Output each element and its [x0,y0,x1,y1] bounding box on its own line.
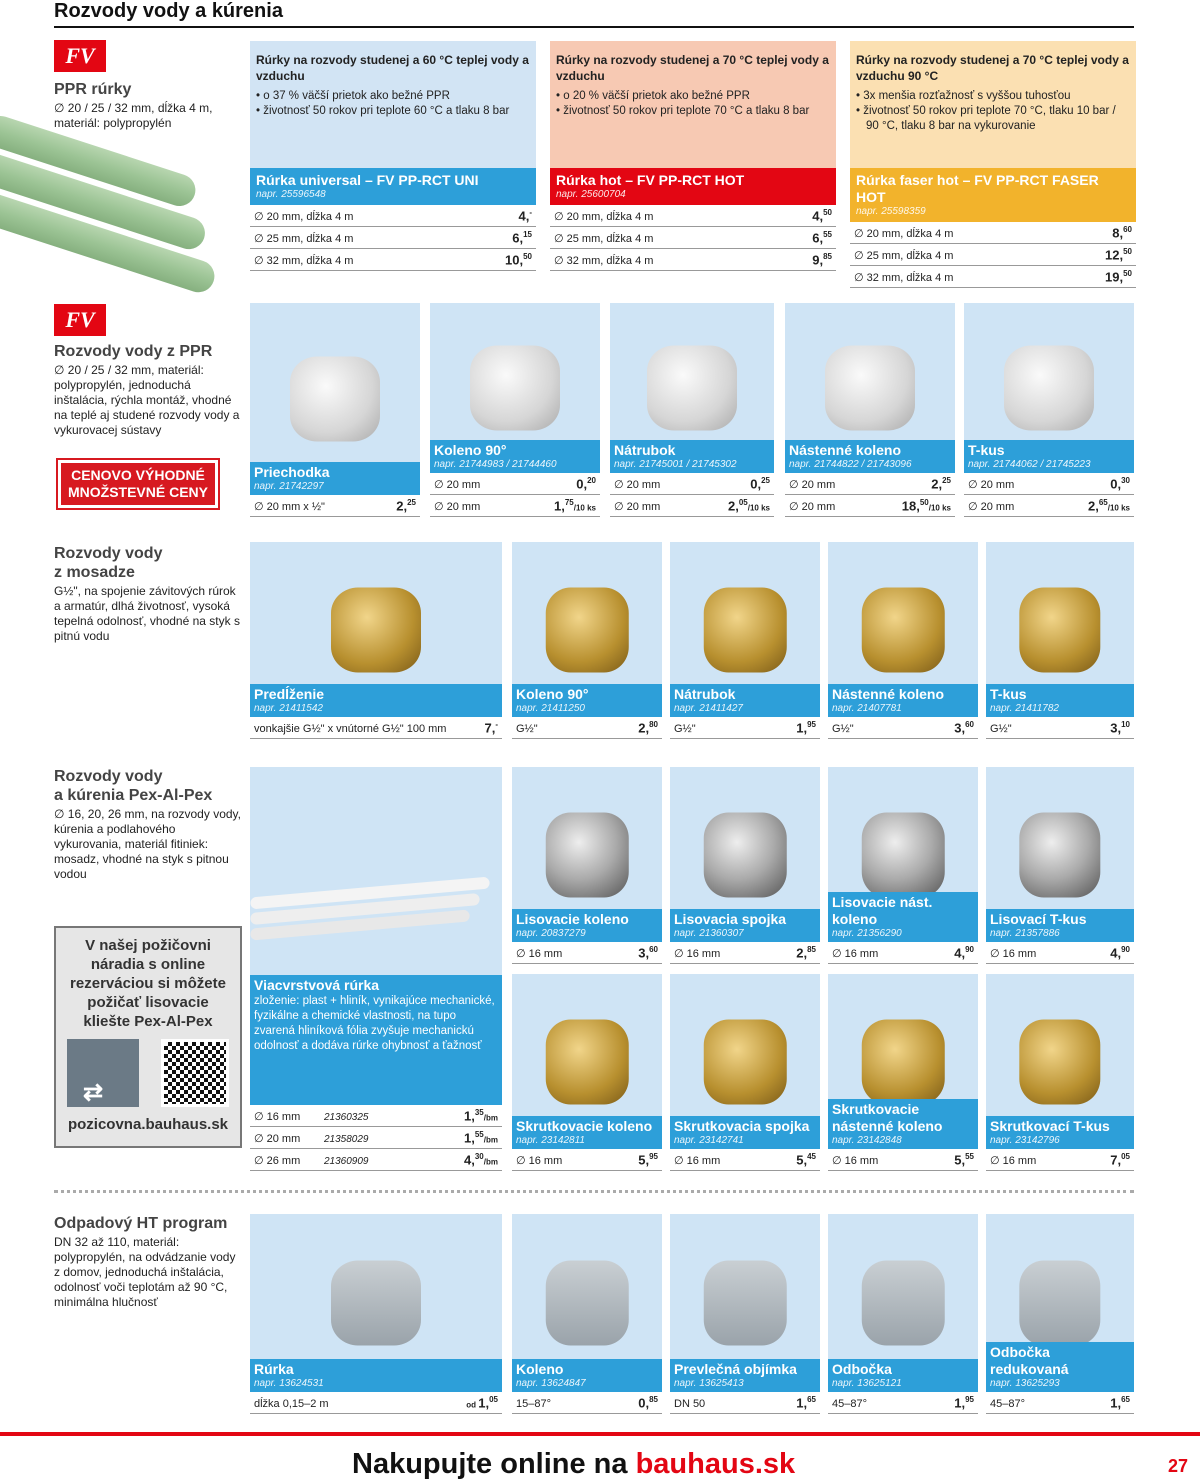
section-divider [54,1190,1134,1193]
spec: ∅ 25 mm, dĺžka 4 m [554,233,654,245]
product-name: Lisovací T-kus [990,911,1087,927]
feature: • životnosť 50 rokov pri teplote 70 °C, tlaku 10 bar / 90 °C, tlaku 8 bar na vykurovanie [856,104,1130,134]
price-row [550,227,836,249]
price: 2,25 [931,475,951,491]
product-image [670,542,820,717]
product-image [512,974,662,1149]
product-image [986,1214,1134,1392]
product-card[interactable] [828,974,978,1171]
section-desc: ∅ 16, 20, 26 mm, na rozvody vody, kúrenia a podlahového vykurovania, materiál fitiniek: mosadz, vhodné na styk s pitnou vodou [54,807,241,881]
drill-icon: ⇄ [67,1039,139,1107]
price-row [250,205,536,227]
section-title-1: Rozvody vody [54,545,163,562]
badge-line-1: CENOVO VÝHODNÉ [71,467,205,483]
section-desc: ∅ 20 / 25 / 32 mm, dĺžka 4 m, materiál: polypropylén [54,101,213,130]
code: 21360325 [324,1112,369,1123]
price-row [610,473,774,495]
feature: • o 20 % väčší prietok ako bežné PPR [556,89,830,104]
product-code: napr. 21411250 [516,703,585,714]
spec: 15–87° [516,1398,551,1410]
price: 19,50 [1105,268,1132,284]
product-card[interactable] [512,542,662,739]
product-name: Koleno 90° [434,442,507,458]
product-card[interactable] [610,303,774,517]
product-image [986,767,1134,942]
product-code: napr. 13625413 [674,1378,744,1389]
product-image [986,974,1134,1149]
product-code: napr. 21744062 / 21745223 [968,459,1091,470]
price-row [610,495,774,517]
footer-link[interactable]: bauhaus.sk [635,1448,796,1480]
footer-text: Nakupujte online na bauhaus.sk [352,1448,796,1480]
price: 1,65 [796,1394,816,1410]
price-row [670,717,820,739]
price-row [250,717,502,739]
section-title: Rozvody vody z PPR [54,343,213,360]
product-code: napr. 21411782 [990,703,1059,714]
product-code: napr. 21744983 / 21744460 [434,459,557,470]
product-image [828,767,978,942]
product-name: Koleno [516,1361,564,1377]
product-name: Rúrka hot – FV PP-RCT HOT [556,172,745,188]
title-rule [54,26,1134,28]
product-image [670,1214,820,1392]
product-card[interactable] [986,1214,1134,1414]
price: 2,65/10 ks [1088,497,1130,513]
product-code: napr. 13625121 [832,1378,902,1389]
spec: ∅ 32 mm, dĺžka 4 m [254,255,354,267]
spec: 45–87° [990,1398,1025,1410]
price-row [828,1149,978,1171]
spec: ∅ 16 mm [254,1111,301,1123]
product-name: Nátrubok [614,442,676,458]
price: 4,90 [1110,944,1130,960]
product-image [512,542,662,717]
product-name: T-kus [990,686,1027,702]
rental-link[interactable]: pozicovna.bauhaus.sk [67,1116,229,1133]
price: 3,60 [638,944,658,960]
spec: 45–87° [832,1398,867,1410]
price-row [964,495,1134,517]
spec: ∅ 32 mm, dĺžka 4 m [854,272,954,284]
price-row [964,473,1134,495]
product-card[interactable] [828,767,978,964]
product-code: napr. 21357886 [990,928,1060,939]
pipe-column[interactable] [250,41,536,271]
section-title-2: z mosadze [54,564,135,581]
product-name: Odbočka redukovaná [990,1344,1069,1377]
price: 6,15 [512,229,532,245]
rental-box [54,926,242,1148]
product-card[interactable] [512,974,662,1171]
price-row [986,942,1134,964]
spec: ∅ 16 mm [516,1155,563,1167]
product-name: Predĺženie [254,686,325,702]
price: 1,95 [796,719,816,735]
price-row [250,227,536,249]
product-card[interactable] [250,303,420,517]
price: 4,- [518,207,532,223]
price-row [670,1392,820,1414]
price: 18,50/10 ks [901,497,951,513]
spec: ∅ 20 mm, dĺžka 4 m [554,211,654,223]
product-name: Rúrka [254,1361,294,1377]
product-code: napr. 21742297 [254,481,324,492]
product-card[interactable] [964,303,1134,517]
product-card[interactable] [250,767,502,1171]
price: 1,35/bm [464,1107,498,1123]
badge-line-2: MNOŽSTEVNÉ CENY [67,484,208,500]
price: 4,50 [812,207,832,223]
section-title-2: a kúrenia Pex-Al-Pex [54,787,213,804]
spec: ∅ 16 mm [832,948,879,960]
spec: ∅ 20 mm [789,479,836,491]
product-name: Skrutkovací T-kus [990,1118,1110,1134]
price: 3,60 [954,719,974,735]
fv-logo: FV [54,40,106,72]
spec: ∅ 20 mm [614,501,661,513]
price: 0,20 [576,475,596,491]
product-image [610,303,774,473]
product-name: Nástenné koleno [832,686,945,702]
product-name: Priechodka [254,464,330,480]
product-code: napr. 21411427 [674,703,743,714]
price-row [986,1392,1134,1414]
spec: ∅ 25 mm, dĺžka 4 m [254,233,354,245]
spec: dĺžka 0,15–2 m [254,1398,329,1410]
spec: ∅ 20 mm [789,501,836,513]
spec: ∅ 20 mm [968,479,1015,491]
price-row [512,1392,662,1414]
price: 2,25 [396,497,416,513]
feature: • životnosť 50 rokov pri teplote 70 °C a tlaku 8 bar [556,104,830,119]
product-image [785,303,955,473]
section-title: Odpadový HT program [54,1215,228,1232]
product-image [250,767,502,1105]
product-image [828,1214,978,1392]
price-row [986,717,1134,739]
price-row [250,1149,502,1171]
pipes-image [0,135,250,280]
page-number: 27 [1167,1456,1188,1476]
product-name: Lisovacia spojka [674,911,787,927]
price: 1,65 [1110,1394,1130,1410]
product-code: napr. 20837279 [516,928,586,939]
page-title: Rozvody vody a kúrenia [54,0,283,22]
product-code: napr. 25598359 [856,206,926,217]
price: 5,55 [954,1151,974,1167]
price: 3,10 [1110,719,1130,735]
price: 12,50 [1105,246,1132,262]
price-row [512,1149,662,1171]
price: 1,75/10 ks [554,497,596,513]
product-card[interactable] [670,974,820,1171]
product-name: Koleno 90° [516,686,589,702]
product-name: Lisovacie koleno [516,911,629,927]
product-card[interactable] [785,303,955,517]
spec: ∅ 25 mm, dĺžka 4 m [854,250,954,262]
section-title-1: Rozvody vody [54,768,163,785]
feature: • 3x menšia rozťažnosť s vyššou tuhosťou [856,89,1130,104]
price-row [828,717,978,739]
product-name: Nástenné koleno [789,442,902,458]
product-desc: zloženie: plast + hliník, vynikajúce mechanické, fyzikálne a chemické vlastnosti, na tupo zvarená hliníková fólia zvyšuje mechanickú odolnosť a dodáva rúrke ohybnosť a ťažnosť [254,995,495,1052]
product-card[interactable] [250,1214,502,1414]
price: 5,95 [638,1151,658,1167]
product-card[interactable] [430,303,600,517]
product-code: napr. 23142796 [990,1135,1060,1146]
product-code: napr. 25596548 [256,189,326,200]
product-name: Odbočka [832,1361,892,1377]
spec: G½" [990,723,1012,735]
product-card[interactable] [986,542,1134,739]
price: 7,05 [1110,1151,1130,1167]
spec: DN 50 [674,1398,706,1410]
product-code: napr. 13624847 [516,1378,586,1389]
price-row [550,249,836,271]
price: 10,50 [505,251,532,267]
spec: ∅ 16 mm [990,948,1037,960]
product-image [430,303,600,473]
product-image [250,1214,502,1392]
product-card[interactable] [828,542,978,739]
price: 9,85 [812,251,832,267]
spec: ∅ 20 mm, dĺžka 4 m [254,211,354,223]
product-image [986,542,1134,717]
product-card[interactable] [986,767,1134,964]
spec: G½" [674,723,696,735]
product-name: Viacvrstvová rúrka [254,977,380,993]
spec: ∅ 20 mm [434,501,481,513]
rental-text: V našej požičovni náradia s online rezerváciou si môžete požičať lisovacie kliešte Pex-Al-Pex [70,937,226,1030]
price-row [828,942,978,964]
product-code: napr. 23142741 [674,1135,744,1146]
product-name: Nátrubok [674,686,736,702]
price-row [785,495,955,517]
price-row [828,1392,978,1414]
product-code: napr. 21411542 [254,703,323,714]
product-name: Skrutkovacia spojka [674,1118,810,1134]
product-code: napr. 21745001 / 21745302 [614,459,737,470]
price-row [512,942,662,964]
col-head: Rúrky na rozvody studenej a 60 °C teplej vody a vzduchu [256,53,529,83]
section-title: PPR rúrky [54,81,132,98]
spec: ∅ 16 mm [516,948,563,960]
spec: ∅ 16 mm [674,1155,721,1167]
product-code: napr. 21407781 [832,703,902,714]
col-head: Rúrky na rozvody studenej a 70 °C teplej vody a vzduchu 90 °C [856,53,1129,83]
spec: ∅ 26 mm [254,1155,301,1167]
price-row [785,473,955,495]
product-card[interactable] [670,1214,820,1414]
product-name: T-kus [968,442,1005,458]
price: 0,85 [638,1394,658,1410]
price: 8,60 [1112,224,1132,240]
section-desc: ∅ 20 / 25 / 32 mm, materiál: polypropylén, jednoduchá inštalácia, rýchla montáž, vhodné na teplé aj studené rozvody vody a vykurovacej sústavy [54,363,240,437]
price: 6,55 [812,229,832,245]
price-row [986,1149,1134,1171]
spec: vonkajšie G½" x vnútorné G½" 100 mm [254,723,447,735]
product-name: Lisovacie nást. koleno [832,894,933,927]
price: 4,90 [954,944,974,960]
feature: • životnosť 50 rokov pri teplote 60 °C a tlaku 8 bar [256,104,530,119]
section-desc: G½", na spojenie závitových rúrok a armatúr, dlhá životnosť, vysoká tepelná odolnosť, vhodné na styk s pitnú vodu [54,584,240,643]
price: od 1,05 [466,1394,498,1410]
price-row [250,249,536,271]
spec: ∅ 16 mm [832,1155,879,1167]
spec: ∅ 20 mm [434,479,481,491]
price-row [850,222,1136,244]
product-name: Rúrka faser hot – FV PP-RCT FASER HOT [856,172,1099,205]
price: 4,30/bm [464,1151,498,1167]
qr-code[interactable] [161,1039,229,1107]
product-image [828,974,978,1149]
code: 21360909 [324,1156,369,1167]
product-code: napr. 21356290 [832,928,902,939]
product-card[interactable] [670,767,820,964]
product-name: Skrutkovacie koleno [516,1118,653,1134]
product-card[interactable] [670,542,820,739]
price-row [250,1392,502,1414]
spec: ∅ 20 mm [968,501,1015,513]
price-row [512,717,662,739]
pipe-column[interactable] [850,41,1136,288]
feature: • o 37 % väčší prietok ako bežné PPR [256,89,530,104]
product-code: napr. 21360307 [674,928,744,939]
product-name: Prevlečná objímka [674,1361,797,1377]
fv-logo-2: FV [54,304,106,336]
product-code: napr. 13625293 [990,1378,1060,1389]
price-row [550,205,836,227]
spec: ∅ 16 mm [990,1155,1037,1167]
price-badge [58,460,218,508]
spec: ∅ 20 mm, dĺžka 4 m [854,228,954,240]
product-code: napr. 23142811 [516,1135,585,1146]
code: 21358029 [324,1134,369,1145]
product-name: Rúrka universal – FV PP-RCT UNI [256,172,479,188]
price-row [850,244,1136,266]
pipe-column[interactable] [550,41,836,271]
price: 1,95 [954,1394,974,1410]
product-card[interactable] [828,1214,978,1414]
price-row [430,473,600,495]
price: 0,25 [750,475,770,491]
product-image [512,1214,662,1392]
product-image [964,303,1134,473]
price-row [850,266,1136,288]
price-row [250,1105,502,1127]
spec: G½" [832,723,854,735]
price-row [250,495,420,517]
price: 2,85 [796,944,816,960]
section-desc: DN 32 až 110, materiál: polypropylén, na odvádzanie vody z domov, jednoduchá inštalácia, odolnosť voči teplotám až 90 °C, minimálna hlučnosť [54,1235,236,1309]
product-code: napr. 13624531 [254,1378,324,1389]
price: 7,- [484,719,498,735]
spec: ∅ 16 mm [674,948,721,960]
product-image [512,767,662,942]
col-head: Rúrky na rozvody studenej a 70 °C teplej vody a vzduchu [556,53,829,83]
price-row [430,495,600,517]
product-image [250,542,502,717]
product-card[interactable] [986,974,1134,1171]
price: 2,80 [638,719,658,735]
product-image [250,303,420,495]
spec: G½" [516,723,538,735]
product-image [670,974,820,1149]
spec: ∅ 20 mm x ½" [254,501,325,513]
product-card[interactable] [512,1214,662,1414]
product-card[interactable] [512,767,662,964]
spec: ∅ 20 mm [254,1133,301,1145]
price: 5,45 [796,1151,816,1167]
price-row [250,1127,502,1149]
spec: ∅ 20 mm [614,479,661,491]
product-code: napr. 23142848 [832,1135,902,1146]
footer [0,1432,1200,1483]
price-row [670,1149,820,1171]
product-name: Skrutkovacie nástenné koleno [832,1101,943,1134]
spec: ∅ 32 mm, dĺžka 4 m [554,255,654,267]
product-code: napr. 21744822 / 21743096 [789,459,912,470]
product-card[interactable] [250,542,502,739]
price-row [670,942,820,964]
price: 1,55/bm [464,1129,498,1145]
product-image [828,542,978,717]
product-code: napr. 25600704 [556,189,626,200]
price: 0,30 [1110,475,1130,491]
price: 2,05/10 ks [728,497,770,513]
product-image [670,767,820,942]
